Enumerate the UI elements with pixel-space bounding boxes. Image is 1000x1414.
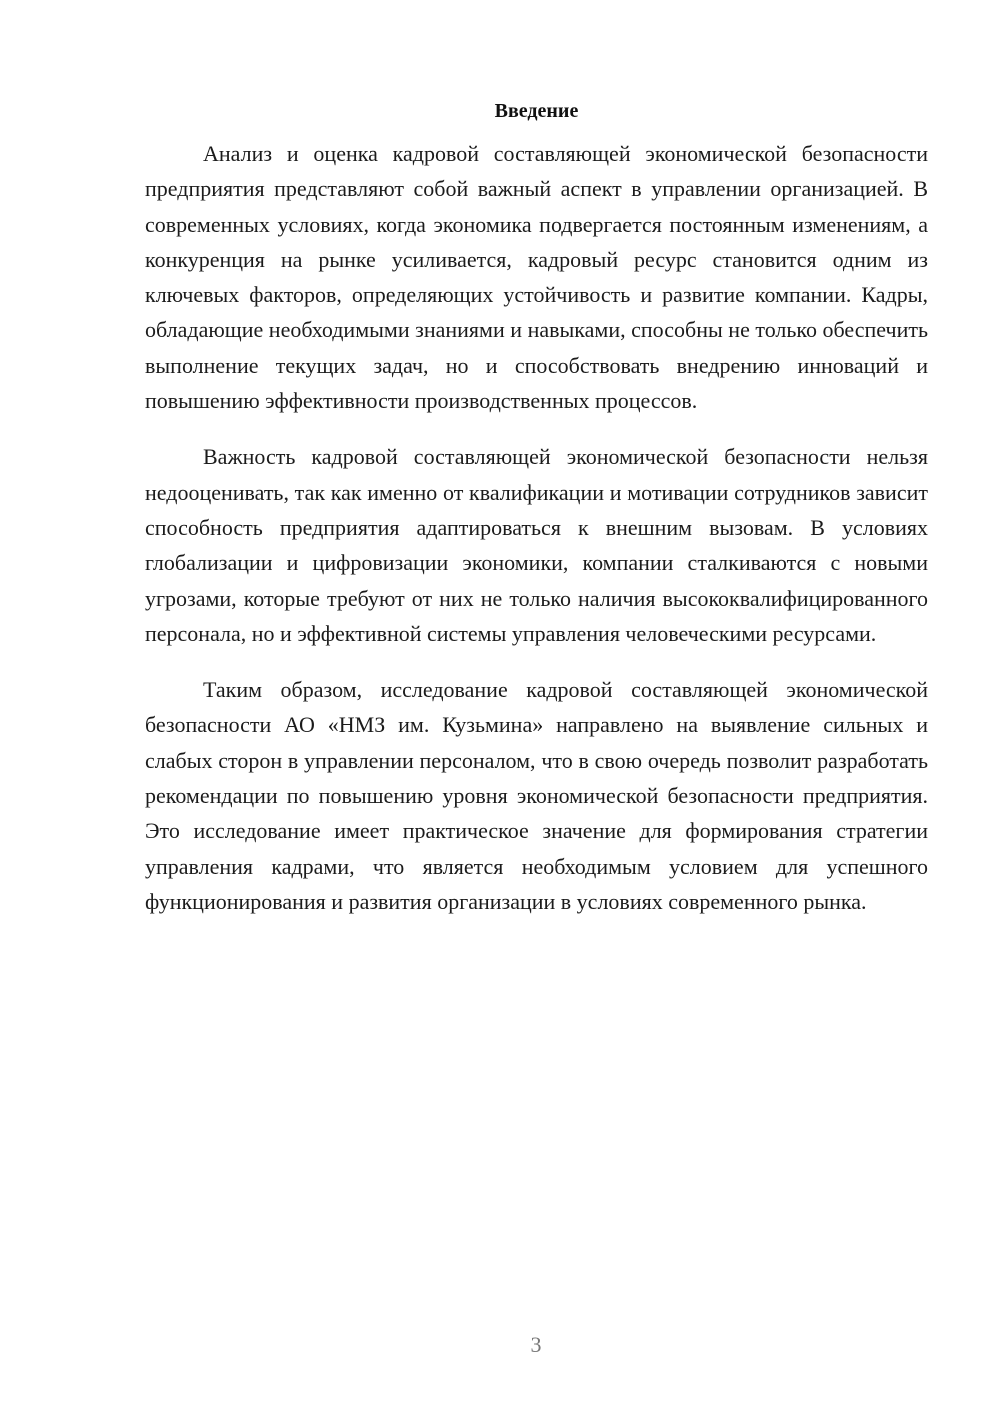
- paragraph-1: Анализ и оценка кадровой составляющей экономической безопасности предприятия представляют собой важный аспект в управлении организацией. В современных условиях, когда экономика подвергается постоянным изменениям, а конкуренция на рынке усиливается, кадровый ресурс становится одним из ключевых факторов, определяющих устойчивость и развитие компании. Кадры, обладающие необходимыми знаниями и навыками, способны не только обеспечить выполнение текущих задач, но и способствовать внедрению инноваций и повышению эффективности производственных процессов.: [145, 141, 928, 414]
- page-content: [145, 96, 928, 919]
- section-title: Введение: [494, 100, 579, 122]
- paragraph-3: Таким образом, исследование кадровой составляющей экономической безопасности АО «НМЗ им. Кузьмина» направлено на выявление сильных и слабых сторон в управлении персоналом, что в свою очередь позволит разработать рекомендации по повышению уровня экономической безопасности предприятия. Это исследование имеет практическое значение для формирования стратегии управления кадрами, что является необходимым условием для успешного функционирования и развития организации в условиях современного рынка.: [145, 677, 928, 914]
- page-number: 3: [530, 1332, 542, 1357]
- paragraph-2: Важность кадровой составляющей экономической безопасности нельзя недооценивать, так как именно от квалификации и мотивации сотрудников зависит способность предприятия адаптироваться к внешним вызовам. В условиях глобализации и цифровизации экономики, компании сталкиваются с новыми угрозами, которые требуют от них не только наличия высококвалифицированного персонала, но и эффективной системы управления человеческими ресурсами.: [145, 444, 928, 646]
